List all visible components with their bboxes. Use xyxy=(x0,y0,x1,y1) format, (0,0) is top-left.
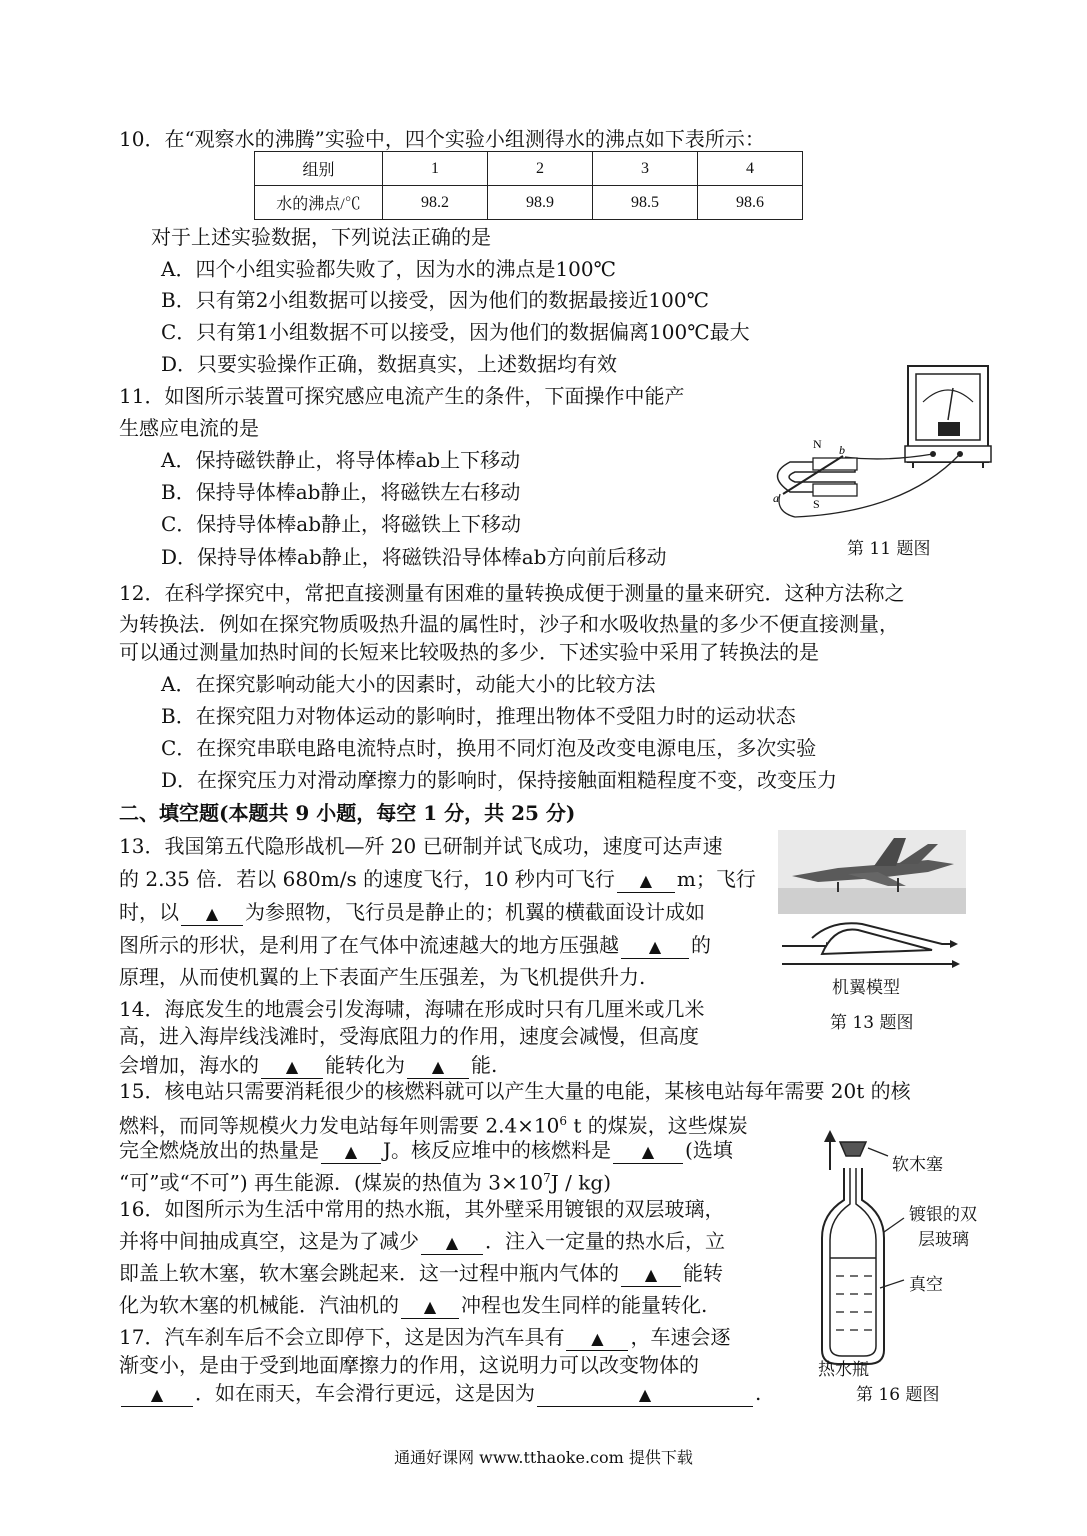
q17-text: . xyxy=(755,1381,762,1405)
table-row xyxy=(255,152,803,186)
glass-label-2: 层玻璃 xyxy=(918,1230,969,1250)
pole-s-label: S xyxy=(813,497,820,511)
q14-text: 能. xyxy=(471,1053,498,1077)
jet-fighter-photo xyxy=(778,830,966,914)
q15-line-4 xyxy=(119,1165,611,1196)
q15-text: J / kg) xyxy=(550,1170,611,1195)
q16-line-1: 16．如图所示为生活中常用的热水瓶，其外壁采用镀银的双层玻璃， xyxy=(119,1197,725,1221)
answer-blank[interactable]: ▲ xyxy=(613,1141,683,1164)
answer-blank[interactable]: ▲ xyxy=(121,1384,193,1407)
q16-line-2 xyxy=(119,1228,725,1255)
q17-line-1 xyxy=(119,1324,730,1351)
exponent: 6 xyxy=(559,1114,568,1128)
q17-text: ．如在雨天，车会滑行更远，这是因为 xyxy=(195,1381,535,1405)
table-cell: 98.2 xyxy=(383,186,488,220)
q16-text: 能转 xyxy=(683,1261,723,1285)
q14-line-1: 14．海底发生的地震会引发海啸，海啸在形成时只有几厘米或几米 xyxy=(119,997,705,1021)
end-b-label: b xyxy=(839,443,845,457)
table-cell: 组别 xyxy=(255,152,383,186)
q11-option-d: D．保持导体棒ab静止，将磁铁沿导体棒ab方向前后移动 xyxy=(161,545,667,569)
wing-model-label: 机翼模型 xyxy=(832,978,900,998)
q10-option-d: D．只要实验操作正确，数据真实，上述数据均有效 xyxy=(161,352,618,376)
q11-option-a: A．保持磁铁静止，将导体棒ab上下移动 xyxy=(161,448,521,472)
q13-text: 的 xyxy=(691,933,711,957)
q12-option-d: D．在探究压力对滑动摩擦力的影响时，保持接触面粗糙程度不变，改变压力 xyxy=(161,768,838,792)
q16-line-3 xyxy=(119,1260,723,1287)
answer-blank[interactable]: ▲ xyxy=(537,1384,753,1407)
table-cell: 98.5 xyxy=(593,186,698,220)
q17-text: ，车速会逐 xyxy=(630,1325,731,1349)
q12-option-a: A．在探究影响动能大小的因素时，动能大小的比较方法 xyxy=(161,672,656,696)
q10-question: 对于上述实验数据，下列说法正确的是 xyxy=(151,225,491,249)
q15-text: “可”或“不可”) 再生能源．(煤炭的热值为 3×10 xyxy=(119,1170,544,1195)
q12-line-3: 可以通过测量加热时间的长短来比较吸热的多少．下述实验中采用了转换法的是 xyxy=(119,640,819,664)
fig11-caption: 第 11 题图 xyxy=(847,539,931,559)
q15-line-3 xyxy=(119,1137,733,1164)
q12-line-2: 为转换法．例如在探究物质吸热升温的属性时，沙子和水吸收热量的多少不便直接测量， xyxy=(119,612,899,636)
q14-line-3 xyxy=(119,1052,497,1079)
fig13-caption: 第 13 题图 xyxy=(830,1013,914,1033)
q14-text: 会增加，海水的 xyxy=(119,1053,259,1077)
cork-label: 软木塞 xyxy=(892,1155,943,1175)
q13-text: 为参照物，飞行员是静止的；机翼的横截面设计成如 xyxy=(245,900,705,924)
q17-line-2: 渐变小，是由于受到地面摩擦力的作用，这说明力可以改变物体的 xyxy=(119,1353,699,1377)
answer-blank[interactable]: ▲ xyxy=(401,1296,459,1319)
q13-line-4 xyxy=(119,932,711,959)
table-cell: 水的沸点/℃ xyxy=(255,186,383,220)
q12-option-c: C．在探究串联电路电流特点时，换用不同灯泡及改变电源电压，多次实验 xyxy=(161,736,817,760)
end-a-label: a xyxy=(773,491,779,505)
q14-text: 能转化为 xyxy=(325,1053,405,1077)
q10-option-a: A．四个小组实验都失败了，因为水的沸点是100℃ xyxy=(161,257,616,281)
answer-blank[interactable]: ▲ xyxy=(181,903,243,926)
q13-text: m；飞行 xyxy=(676,867,756,891)
footer-credit: 通通好课网 www.tthaoke.com 提供下载 xyxy=(394,1448,693,1467)
q13-line-5: 原理，从而使机翼的上下表面产生压强差，为飞机提供升力. xyxy=(119,965,646,989)
answer-blank[interactable]: ▲ xyxy=(421,1232,483,1255)
pole-n-label: N xyxy=(813,437,822,451)
answer-blank[interactable]: ▲ xyxy=(621,1264,681,1287)
table-cell: 4 xyxy=(698,152,803,186)
table-cell: 1 xyxy=(383,152,488,186)
wing-model-diagram xyxy=(782,922,960,970)
answer-blank[interactable]: ▲ xyxy=(407,1056,469,1079)
q13-text: 的 2.35 倍．若以 680m/s 的速度飞行，10 秒内可飞行 xyxy=(119,867,615,891)
table-cell: 98.9 xyxy=(488,186,593,220)
q11-option-b: B．保持导体棒ab静止，将磁铁左右移动 xyxy=(161,480,521,504)
q17-line-3 xyxy=(119,1380,761,1407)
q16-line-4 xyxy=(119,1292,707,1319)
q12-line-1: 12．在科学探究中，常把直接测量有困难的量转换成便于测量的量来研究．这种方法称之 xyxy=(119,581,905,605)
q16-text: ．注入一定量的热水后，立 xyxy=(485,1229,725,1253)
q16-text: 化为软木塞的机械能．汽油机的 xyxy=(119,1293,399,1317)
q10-option-c: C．只有第1小组数据不可以接受，因为他们的数据偏离100℃最大 xyxy=(161,320,750,344)
thermos-label: 热水瓶 xyxy=(818,1360,869,1380)
q13-text: 图所示的形状，是利用了在气体中流速越大的地方压强越 xyxy=(119,933,619,957)
answer-blank[interactable]: ▲ xyxy=(617,870,675,893)
q13-line-1: 13．我国第五代隐形战机—歼 20 已研制并试飞成功，速度可达声速 xyxy=(119,834,723,858)
q15-text: 燃料，而同等规模火力发电站每年则需要 2.4×10 xyxy=(119,1113,560,1138)
q15-line-1: 15．核电站只需要消耗很少的核燃料就可以产生大量的电能，某核电站每年需要 20t 的核 xyxy=(119,1079,911,1103)
q15-line-2 xyxy=(119,1108,748,1139)
answer-blank[interactable]: ▲ xyxy=(261,1056,323,1079)
glass-label-1: 镀银的双 xyxy=(909,1205,977,1225)
vacuum-label: 真空 xyxy=(909,1275,943,1295)
q10-stem: 10．在“观察水的沸腾”实验中，四个实验小组测得水的沸点如下表所示： xyxy=(119,127,765,151)
q14-line-2: 高，进入海岸线浅滩时，受海底阻力的作用，速度会减慢，但高度 xyxy=(119,1024,699,1048)
answer-blank[interactable]: ▲ xyxy=(621,936,689,959)
q16-text: 冲程也发生同样的能量转化. xyxy=(461,1293,708,1317)
table-row xyxy=(255,186,803,220)
q11-stem-2: 生感应电流的是 xyxy=(119,416,259,440)
q16-text: 并将中间抽成真空，这是为了减少 xyxy=(119,1229,419,1253)
q16-text: 即盖上软木塞，软木塞会跳起来．这一过程中瓶内气体的 xyxy=(119,1261,619,1285)
q13-text: 时，以 xyxy=(119,900,179,924)
q13-line-3 xyxy=(119,899,705,926)
q12-option-b: B．在探究阻力对物体运动的影响时，推理出物体不受阻力时的运动状态 xyxy=(161,704,796,728)
q17-text: 17．汽车刹车后不会立即停下，这是因为汽车具有 xyxy=(119,1325,565,1349)
table-cell: 2 xyxy=(488,152,593,186)
q10-option-b: B．只有第2小组数据可以接受，因为他们的数据最接近100℃ xyxy=(161,288,709,312)
table-cell: 98.6 xyxy=(698,186,803,220)
boiling-point-table xyxy=(254,151,803,220)
q11-option-c: C．保持导体棒ab静止，将磁铁上下移动 xyxy=(161,512,522,536)
exponent: 7 xyxy=(543,1171,551,1185)
q11-stem-1: 11．如图所示装置可探究感应电流产生的条件，下面操作中能产 xyxy=(119,384,685,408)
answer-blank[interactable]: ▲ xyxy=(566,1328,628,1351)
induction-apparatus-figure xyxy=(755,362,995,530)
q15-text: (选填 xyxy=(685,1138,733,1162)
q15-text: 完全燃烧放出的热量是 xyxy=(119,1138,319,1162)
q15-text: J。核反应堆中的核燃料是 xyxy=(383,1138,612,1162)
q13-line-2 xyxy=(119,866,756,893)
answer-blank[interactable]: ▲ xyxy=(321,1141,381,1164)
q15-text: t 的煤炭，这些煤炭 xyxy=(567,1113,748,1138)
fig16-caption: 第 16 题图 xyxy=(856,1385,940,1405)
section-2-heading: 二、填空题(本题共 9 小题，每空 1 分，共 25 分) xyxy=(119,801,576,825)
table-cell: 3 xyxy=(593,152,698,186)
